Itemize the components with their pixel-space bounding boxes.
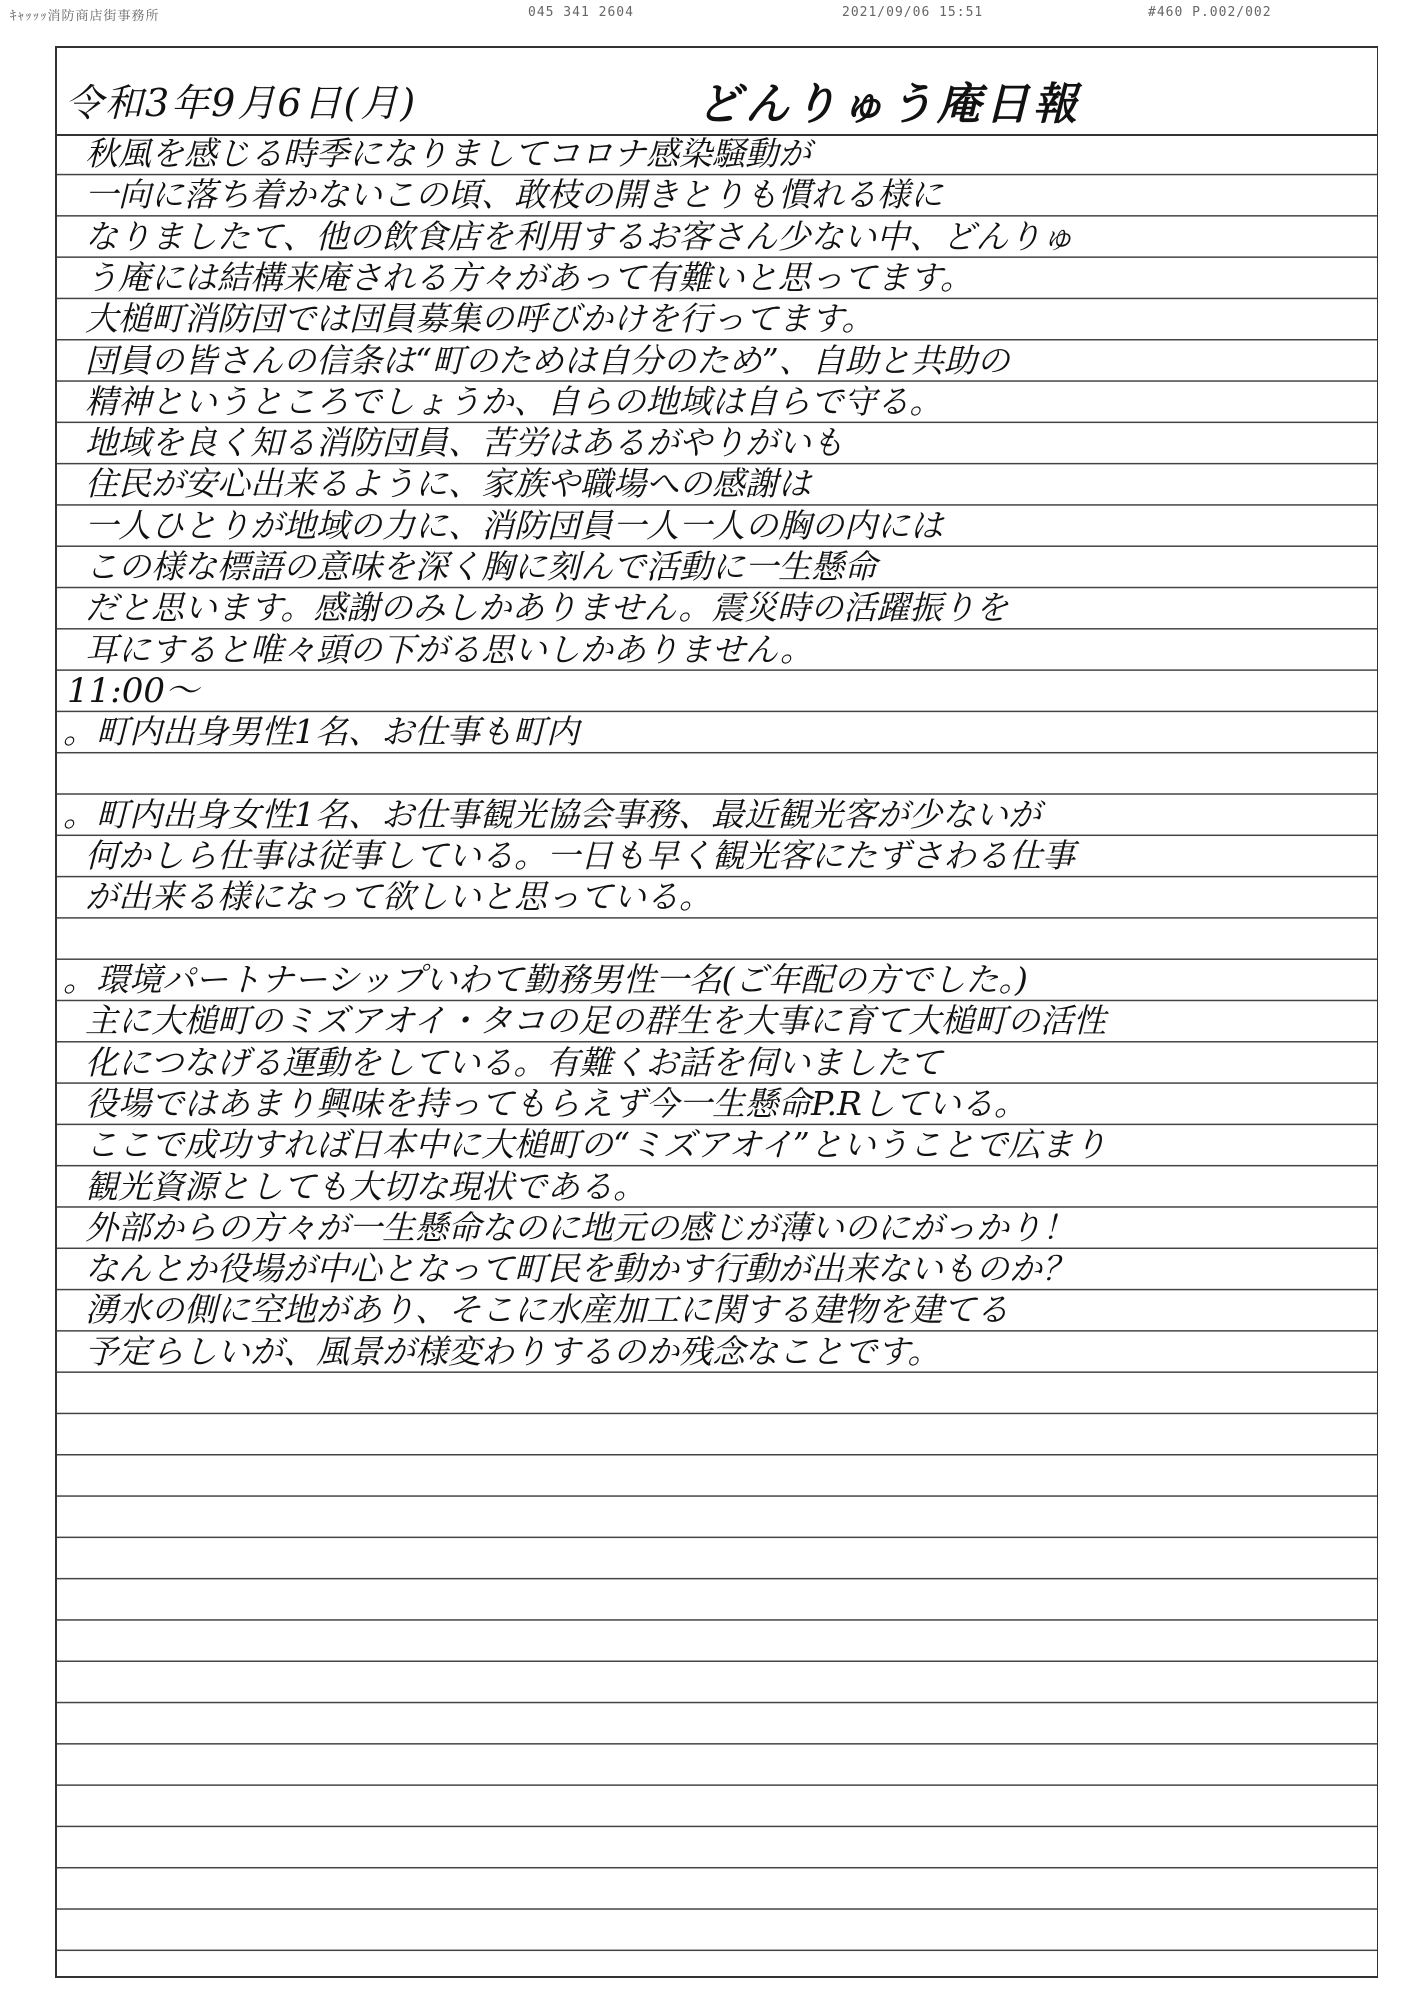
text-line: 大槌町消防団では団員募集の呼びかけを行ってます。 (85, 299, 875, 339)
fax-header (0, 0, 1413, 24)
fax-sender: ｷｬｯｯｯ消防商店街事務所 (10, 9, 160, 24)
time-line: 11:00～ (67, 670, 199, 711)
text-line: だと思います。感謝のみしかありません。震災時の活躍振りを (85, 588, 1009, 628)
text-line: 一向に落ち着かないこの頃、敢枝の開きとりも慣れる様に (85, 175, 943, 215)
text-line: 何かしら仕事は従事している。一日も早く観光客にたずさわる仕事 (85, 836, 1075, 876)
text-line: 。環境パートナーシップいわて勤務男性一名(ご年配の方でした。) (63, 960, 1028, 999)
report-date: 令和3年9月6日(月) (65, 81, 418, 125)
text-line: 外部からの方々が一生懸命なのに地元の感じが薄いのにがっかり！ (85, 1207, 1075, 1247)
text-line: 団員の皆さんの信条は“町のためは自分のため”、自助と共助の (85, 340, 1010, 380)
text-line: 秋風を感じる時季になりましてコロナ感染騒動が (85, 134, 811, 173)
text-line: 住民が安心出来るように、家族や職場への感謝は (85, 464, 811, 504)
text-line: 。町内出身男性1名、お仕事も町内 (63, 712, 579, 752)
report-sheet (55, 46, 1378, 1978)
text-line: この様な標語の意味を深く胸に刻んで活動に一生懸命 (85, 547, 877, 586)
report-title: どんりゅう庵日報 (697, 79, 1081, 130)
text-line: 役場ではあまり興味を持ってもらえず今一生懸命P.Rしている。 (85, 1083, 1027, 1123)
text-line: なりましたて、他の飲食店を利用するお客さん少ない中、どんりゅ (85, 216, 1075, 256)
text-line: 精神というところでしょうか、自らの地域は自らで守る。 (85, 381, 943, 421)
fax-date: 2021/09/06 15:51 (842, 5, 984, 20)
text-line: 観光資源としても大切な現状である。 (85, 1166, 646, 1206)
text-line: ここで成功すれば日本中に大槌町の“ミズアオイ”ということで広まり (85, 1125, 1107, 1165)
text-line: 耳にすると唯々頭の下がる思いしかありません。 (85, 629, 813, 669)
text-line: 一人ひとりが地域の力に、消防団員一人一人の胸の内には (85, 505, 943, 545)
text-line: 主に大槌町のミズアオイ・タコの足の群生を大事に育て大槌町の活性 (85, 1001, 1107, 1041)
text-line: なんとか役場が中心となって町民を動かす行動が出来ないものか？ (85, 1249, 1075, 1289)
blank-line (57, 754, 1377, 795)
ruled-lines-area (57, 134, 1377, 1972)
fax-page: #460 P.002/002 (1148, 5, 1272, 20)
text-line: 湧水の側に空地があり、そこに水産加工に関する建物を建てる (85, 1290, 1009, 1330)
text-line: 。町内出身女性1名、お仕事観光協会事務、最近観光客が少ないが (63, 794, 1041, 834)
text-line: 予定らしいが、風景が様変わりするのか残念なことです。 (85, 1331, 941, 1371)
text-line: う庵には結構来庵される方々があって有難いと思ってます。 (85, 257, 974, 297)
title-row (57, 48, 1377, 136)
text-line: が出来る様になって欲しいと思っている。 (85, 877, 712, 917)
blank-line (57, 919, 1377, 960)
fax-phone: 045 341 2604 (528, 5, 634, 20)
text-line: 化につなげる運動をしている。有難くお話を伺いましたて (85, 1042, 943, 1082)
text-line: 地域を良く知る消防団員、苦労はあるがやりがいも (85, 423, 844, 463)
